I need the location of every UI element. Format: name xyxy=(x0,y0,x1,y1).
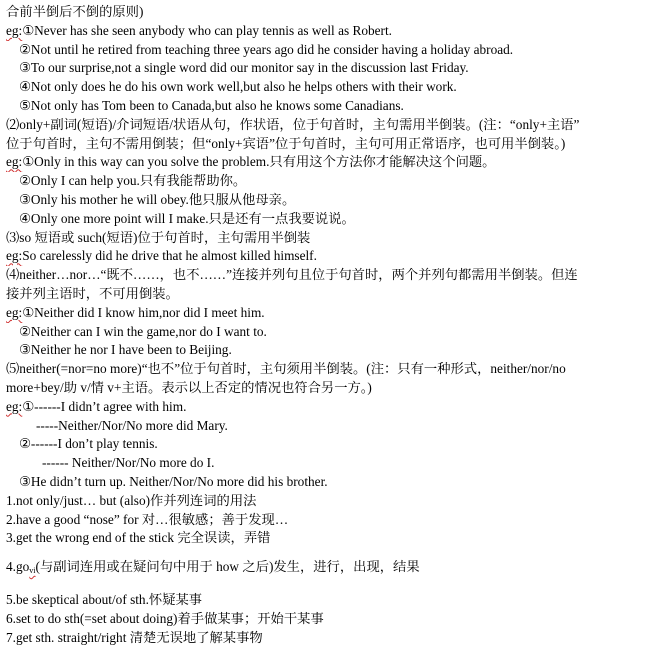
example-line xyxy=(6,153,640,172)
phrase-item: 2.have a good “nose” for 对…很敏感；善于发现… xyxy=(6,511,289,527)
example-line: ④Only one more point will I make.只是还有一点我要说说。 xyxy=(19,210,355,226)
example-text: So carelessly did he drive that he almost killed himself. xyxy=(22,248,317,264)
spacer xyxy=(6,548,640,558)
phrase-item: 5.be skeptical about/of sth.怀疑某事 xyxy=(6,591,203,607)
example-line: ②------I don’t play tennis. xyxy=(19,436,158,452)
phrase-item: 6.set to do sth(=set about doing)着手做某事；开始干某事 xyxy=(6,610,324,626)
phrase-item: 1.not only/just… but (also)作并列连词的用法 xyxy=(6,492,257,508)
example-line: ③Neither he nor I have been to Beijing. xyxy=(19,342,232,358)
eg-label: eg: xyxy=(6,248,23,264)
eg-label: eg: xyxy=(6,154,23,170)
rule-line: ⑷neither…nor…“既不……，也不……”连接并列句且位于句首时，两个并列句都需用半倒装。但连 xyxy=(6,267,578,283)
rule-line: ⑶so 短语或 such(短语)位于句首时，主句需用半倒装 xyxy=(6,229,311,245)
example-line xyxy=(6,398,640,417)
phrase-item: 7.get sth. straight/right 清楚无误地了解某事物 xyxy=(6,629,263,645)
rule-line: ⑸neither(=nor=no more)“也不”位于句首时，主句须用半倒装。(注：只有一种形式，neither/nor/no xyxy=(6,361,566,377)
rule-line: 位于句首时，主句不需用倒装；但“only+宾语”位于句首时，主句可用正常语序，也可用半倒装。) xyxy=(6,135,566,151)
example-text: ①Neither did I know him,nor did I meet him. xyxy=(22,304,265,320)
example-line: ④Not only does he do his own work well,but also he helps others with their work. xyxy=(19,79,457,95)
rule-line: ⑵only+副词(短语)/介词短语/状语从句，作状语，位于句首时，主句需用半倒装。(注：“only+主语” xyxy=(6,116,580,132)
example-line xyxy=(6,304,640,323)
example-text: ①Only in this way can you solve the problem.只有用这个方法你才能解决这个问题。 xyxy=(22,154,496,170)
example-line: ③Only his mother he will obey.他只服从他母亲。 xyxy=(19,191,296,207)
example-line: -----Neither/Nor/No more did Mary. xyxy=(36,417,228,433)
example-text: ①------I didn’t agree with him. xyxy=(22,398,187,414)
phrase-text: (与副词连用或在疑问句中用于 how 之后)发生，进行，出现，结果 xyxy=(35,559,420,575)
spacer xyxy=(6,581,640,591)
example-line: ②Only I can help you.只有我能帮助你。 xyxy=(19,173,247,189)
phrase-prefix: 4.go xyxy=(6,559,30,575)
example-line: ⑤Not only has Tom been to Canada,but also he knows some Canadians. xyxy=(19,97,404,113)
eg-label: eg: xyxy=(6,304,23,320)
phrase-item: 3.get the wrong end of the stick 完全误读，弄错 xyxy=(6,530,271,546)
rule-line: more+bey/助 v/情 v+主语。表示以上否定的情况也符合另一方。) xyxy=(6,379,372,395)
eg-label: eg: xyxy=(6,398,23,414)
text-line: 合前半倒后不倒的原则) xyxy=(6,4,144,19)
example-line: ③To our surprise,not a single word did our monitor say in the discussion last Friday. xyxy=(19,60,469,76)
example-text: ①Never has she seen anybody who can play tennis as well as Robert. xyxy=(22,22,392,38)
example-line xyxy=(6,247,640,266)
example-line xyxy=(6,22,640,41)
example-line: ②Not until he retired from teaching three years ago did he consider having a holiday abroad. xyxy=(19,41,514,57)
eg-label: eg: xyxy=(6,22,23,38)
phrase-item xyxy=(6,558,640,581)
rule-line: 接并列主语时，不可用倒装。 xyxy=(6,285,179,301)
example-line: ③He didn’t turn up. Neither/Nor/No more did his brother. xyxy=(19,473,328,489)
phrase-subscript: vi xyxy=(29,566,36,576)
example-line: ②Neither can I win the game,nor do I want to. xyxy=(19,323,267,339)
example-line: ------ Neither/Nor/No more do I. xyxy=(42,455,215,471)
